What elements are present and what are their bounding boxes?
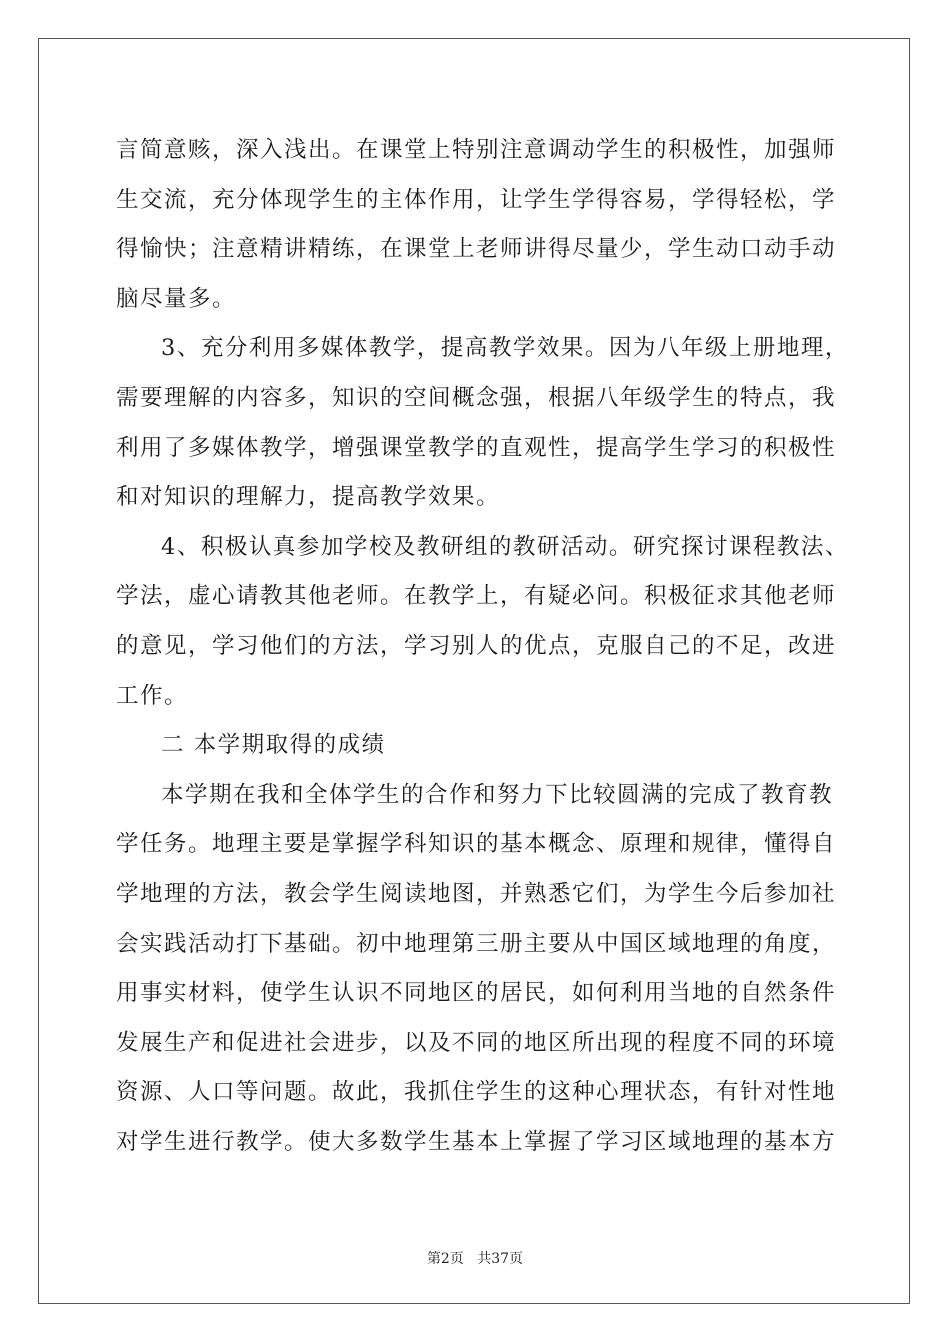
page-number: 第2页 <box>426 1251 464 1267</box>
text-line: 的意见，学习他们的方法，学习别人的优点，克服自己的不足，改进 <box>116 632 837 659</box>
text-line: 学任务。地理主要是掌握学科知识的基本概念、原理和规律，懂得自 <box>116 831 837 858</box>
text-line: 生交流，充分体现学生的主体作用，让学生学得容易，学得轻松，学 <box>116 186 837 213</box>
text-line: 对学生进行教学。使大多数学生基本上掌握了学习区域地理的基本方 <box>116 1128 837 1155</box>
text-line: 和对知识的理解力，提高教学效果。 <box>116 484 501 511</box>
text-line: 本学期在我和全体学生的合作和努力下比较圆满的完成了教育教 <box>161 781 834 808</box>
text-line: 二 本学期取得的成绩 <box>161 732 386 759</box>
text-line: 用事实材料，使学生认识不同地区的居民，如何利用当地的自然条件 <box>116 980 837 1007</box>
text-line: 学法，虚心请教其他老师。在教学上，有疑必问。积极征求其他老师 <box>116 583 837 610</box>
document-body <box>116 126 849 1167</box>
text-line: 会实践活动打下基础。初中地理第三册主要从中国区域地理的角度， <box>116 930 837 957</box>
text-line: 3、充分利用多媒体教学，提高教学效果。因为八年级上册地理， <box>161 335 849 362</box>
text-line: 4、积极认真参加学校及教研组的教研活动。研究探讨课程教法、 <box>161 533 849 560</box>
text-line: 言简意赅，深入浅出。在课堂上特别注意调动学生的积极性，加强师 <box>116 137 837 163</box>
text-line: 资源、人口等问题。故此，我抓住学生的这种心理状态，有针对性地 <box>116 1079 837 1106</box>
text-line: 脑尽量多。 <box>116 285 237 312</box>
page-footer <box>0 1248 950 1268</box>
text-line: 发展生产和促进社会进步，以及不同的地区所出现的程度不同的环境 <box>116 1029 837 1056</box>
text-line: 学地理的方法，教会学生阅读地图，并熟悉它们，为学生今后参加社 <box>116 880 837 907</box>
text-line: 利用了多媒体教学，增强课堂教学的直观性，提高学生学习的积极性 <box>116 434 837 461</box>
page-total: 共37页 <box>477 1251 524 1267</box>
text-line: 得愉快；注意精讲精练，在课堂上老师讲得尽量少，学生动口动手动 <box>116 236 837 263</box>
text-line: 工作。 <box>116 682 189 709</box>
text-line: 需要理解的内容多，知识的空间概念强，根据八年级学生的特点，我 <box>116 384 837 411</box>
